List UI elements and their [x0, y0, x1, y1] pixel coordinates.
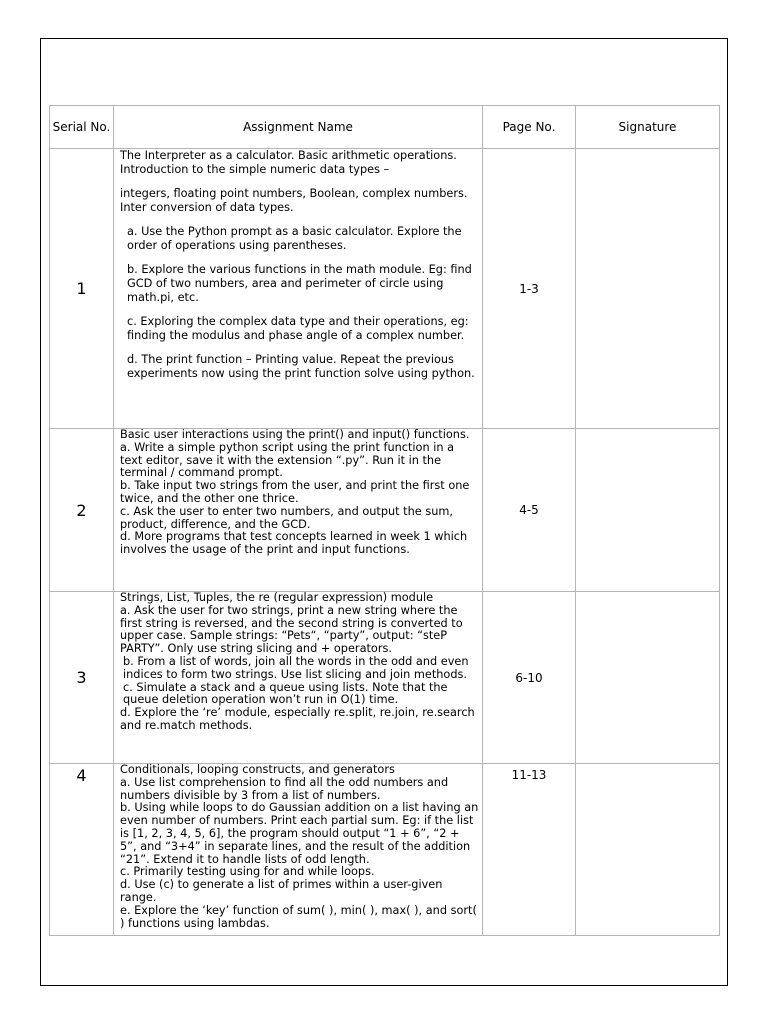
assignment-paragraph: a. Use the Python prompt as a basic calculator. Explore the order of operations using parentheses.	[127, 225, 462, 252]
assignment-line: b. Take input two strings from the user, and print the first one twice, and the other one thrice.	[120, 479, 470, 505]
assignment-paragraph: d. The print function – Printing value. Repeat the previous experiments now using the print function solve using python.	[127, 353, 475, 380]
signature-cell	[576, 764, 720, 936]
signature-cell	[576, 592, 720, 764]
assignment-line: a. Write a simple python script using the print function in a text editor, save it with the extension “.py”. Run it in the terminal / command prompt.	[120, 440, 455, 480]
assignment-paragraph: The Interpreter as a calculator. Basic arithmetic operations. Introduction to the simple numeric data types –	[120, 149, 457, 176]
table-row	[50, 764, 720, 936]
assignment-description	[114, 429, 483, 592]
assignment-line: d. Explore the ‘re’ module, especially re.split, re.join, re.search and re.match methods.	[120, 706, 475, 732]
assignment-line: a. Use list comprehension to find all the odd numbers and numbers divisible by 3 from a list of numbers.	[120, 775, 449, 802]
table-row	[50, 592, 720, 764]
assignment-line: e. Explore the ‘key’ function of sum( ), min( ), max( ), and sort( ) functions using lambdas.	[120, 903, 477, 930]
assignment-line: c. Primarily testing using for and while loops.	[120, 865, 375, 879]
table-header-row	[50, 106, 720, 149]
serial-number: 3	[50, 592, 114, 764]
assignment-line: b. Using while loops to do Gaussian addition on a list having an even number of numbers. Print each partial sum. Eg: if the list is [1, 2, 3, 4, 5, 6], the program should output “1 + 6”, “2 + 5”, and “3+4” in separate lines, and the result of the addition “21”. Extend it to handle lists of odd length.	[120, 801, 479, 866]
assignment-line: c. Simulate a stack and a queue using lists. Note that the queue deletion operation won’t run in O(1) time.	[123, 680, 448, 707]
assignment-line: Conditionals, looping constructs, and generators	[120, 763, 395, 776]
signature-cell	[576, 149, 720, 429]
assignment-description	[114, 149, 483, 429]
serial-number: 1	[50, 149, 114, 429]
header-serial-no: Serial No.	[50, 106, 114, 149]
assignment-paragraph: b. Explore the various functions in the math module. Eg: find GCD of two numbers, area and perimeter of circle using math.pi, etc.	[127, 263, 472, 304]
assignment-paragraph: integers, floating point numbers, Boolean, complex numbers. Inter conversion of data types.	[120, 187, 468, 214]
table-row	[50, 429, 720, 592]
page-number: 1-3	[483, 149, 576, 429]
page-number: 4-5	[483, 429, 576, 592]
header-page-no: Page No.	[483, 106, 576, 149]
header-assignment-name: Assignment Name	[114, 106, 483, 149]
assignment-line: a. Ask the user for two strings, print a new string where the first string is reversed, and the second string is converted to upper case. Sample strings: “Pets“, “party”, output: “steP PARTY”. Only use string slicing and + operators.	[120, 603, 463, 656]
assignment-line: b. From a list of words, join all the words in the odd and even indices to form two strings. Use list slicing and join methods.	[123, 654, 469, 681]
page-number: 6-10	[483, 592, 576, 764]
assignment-line: Basic user interactions using the print() and input() functions.	[120, 428, 470, 441]
assignment-paragraph: c. Exploring the complex data type and their operations, eg: finding the modulus and phase angle of a complex number.	[127, 315, 469, 342]
assignment-index-table	[49, 105, 720, 936]
assignment-line: Strings, List, Tuples, the re (regular expression) module	[120, 591, 434, 604]
assignment-line: c. Ask the user to enter two numbers, and output the sum, product, difference, and the GCD.	[120, 504, 453, 531]
serial-number: 2	[50, 429, 114, 592]
signature-cell	[576, 429, 720, 592]
assignment-description	[114, 764, 483, 936]
header-signature: Signature	[576, 106, 720, 149]
serial-number: 4	[50, 764, 114, 936]
page-number: 11-13	[483, 764, 576, 936]
assignment-line: d. Use (c) to generate a list of primes within a user-given range.	[120, 878, 443, 904]
table-row	[50, 149, 720, 429]
assignment-description	[114, 592, 483, 764]
assignment-line: d. More programs that test concepts learned in week 1 which involves the usage of the print and input functions.	[120, 530, 468, 557]
